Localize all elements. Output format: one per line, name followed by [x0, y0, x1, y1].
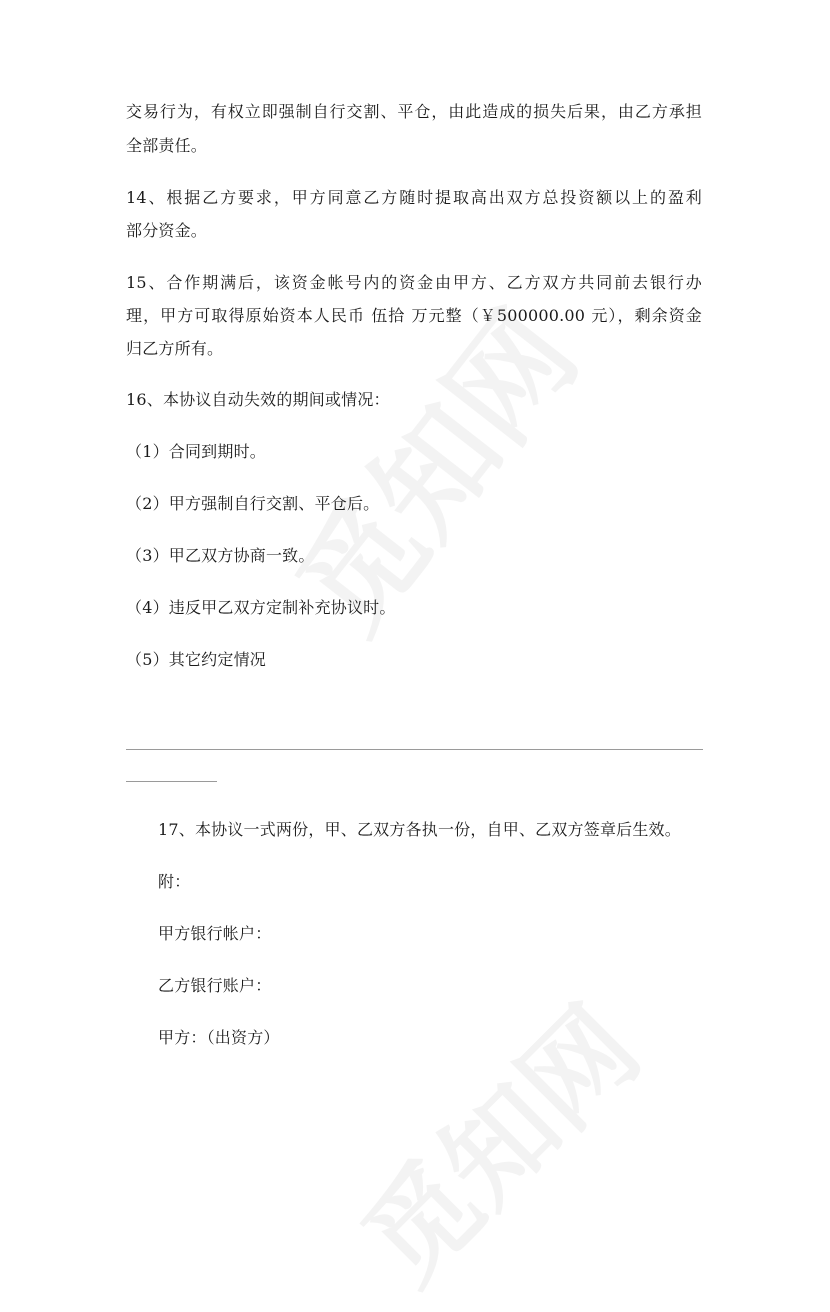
clause-16-item-5: （5）其它约定情况 [126, 650, 266, 669]
header-rule [126, 781, 217, 782]
clause-14-line-1: 14、根据乙方要求，甲方同意乙方随时提取高出双方总投资额以上的盈利 [126, 188, 702, 207]
clause-15-line-3: 归乙方所有。 [126, 339, 224, 358]
clause-14-line-2: 部分资金。 [126, 221, 208, 240]
page-divider [126, 749, 703, 750]
clause-17: 17、本协议一式两份，甲、乙双方各执一份，自甲、乙双方签章后生效。 [158, 820, 681, 839]
watermark-lower [322, 966, 667, 1311]
party-a-bank-account: 甲方银行帐户： [158, 924, 272, 943]
attachment-label: 附： [158, 872, 191, 891]
clause-16-heading: 16、本协议自动失效的期间或情况： [126, 390, 390, 409]
clause-13-line-1: 交易行为，有权立即强制自行交割、平仓，由此造成的损失后果，由乙方承担 [126, 102, 702, 121]
clause-13-line-2: 全部责任。 [126, 136, 208, 155]
clause-15-line-1: 15、合作期满后，该资金帐号内的资金由甲方、乙方双方共同前去银行办 [126, 273, 702, 292]
clause-16-item-2: （2）甲方强制自行交割、平仓后。 [126, 494, 380, 513]
party-a-signature-label: 甲方：（出资方） [158, 1028, 280, 1047]
clause-16-item-1: （1）合同到期时。 [126, 442, 266, 461]
clause-16-item-4: （4）违反甲乙双方定制补充协议时。 [126, 598, 396, 617]
clause-16-item-3: （3）甲乙双方协商一致。 [126, 546, 315, 565]
clause-15-line-2: 理，甲方可取得原始资本人民币 伍拾 万元整（￥500000.00 元），剩余资金 [126, 306, 702, 325]
party-b-bank-account: 乙方银行账户： [158, 976, 272, 995]
